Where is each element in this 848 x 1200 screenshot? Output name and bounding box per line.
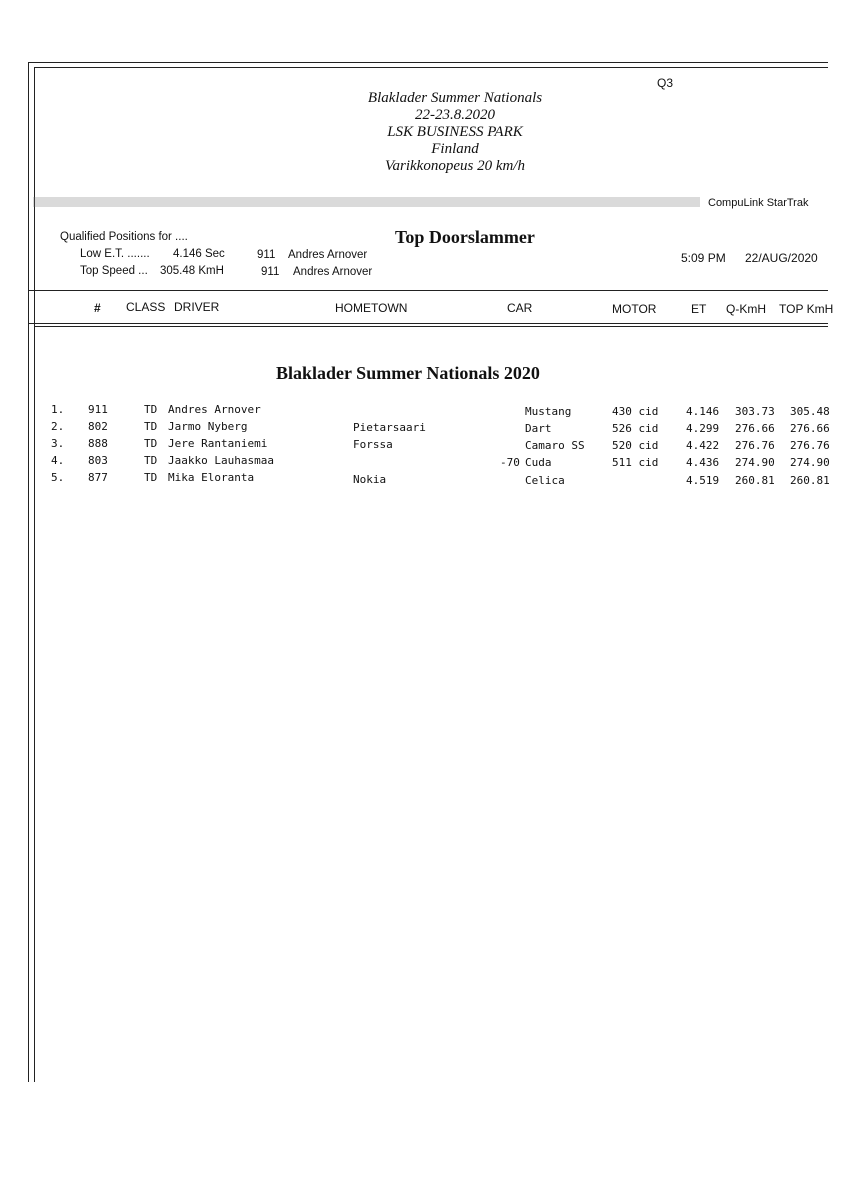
col-header-car: CAR <box>507 301 533 315</box>
low-et-driver: Andres Arnover <box>288 249 368 261</box>
col-header-motor: MOTOR <box>612 302 657 316</box>
row-et: 4.436 <box>686 456 720 469</box>
col-header-et: ET <box>691 302 707 316</box>
row-car: Mustang <box>525 405 572 418</box>
row-position: 5. <box>51 471 65 484</box>
row-motor: 526 cid <box>612 422 659 435</box>
row-position: 2. <box>51 420 65 433</box>
row-car: Cuda <box>525 456 552 469</box>
row-class: TD <box>144 454 158 467</box>
row-position: 1. <box>51 403 65 416</box>
row-number: 877 <box>88 471 108 484</box>
event-country: Finland <box>431 141 479 157</box>
row-car: Dart <box>525 422 552 435</box>
row-motor: 511 cid <box>612 456 659 469</box>
row-top-kmh: 276.76 <box>790 439 830 452</box>
session-label: Q3 <box>657 76 674 90</box>
top-speed-driver: Andres Arnover <box>293 266 373 278</box>
row-hometown: -70 <box>500 456 520 469</box>
col-header-number: # <box>94 301 101 315</box>
row-driver: Mika Eloranta <box>168 471 255 484</box>
event-name: Blaklader Summer Nationals <box>367 90 543 106</box>
row-hometown: Nokia <box>353 473 387 486</box>
row-position: 4. <box>51 454 65 467</box>
row-q-kmh: 274.90 <box>735 456 775 469</box>
header-divider <box>28 290 828 291</box>
col-header-topkmh: TOP KmH <box>779 302 834 316</box>
row-driver: Jere Rantaniemi <box>168 437 268 450</box>
row-top-kmh: 260.81 <box>790 474 830 487</box>
row-top-kmh: 274.90 <box>790 456 830 469</box>
row-driver: Jarmo Nyberg <box>168 420 248 433</box>
low-et-label: Low E.T. ....... <box>80 248 150 260</box>
event-venue: LSK BUSINESS PARK <box>387 124 523 140</box>
system-label: CompuLink StarTrak <box>708 197 809 209</box>
col-header-qkmh: Q-KmH <box>726 302 766 316</box>
row-number: 888 <box>88 437 108 450</box>
row-number: 803 <box>88 454 108 467</box>
row-car: Camaro SS <box>525 439 585 452</box>
columns-divider-2 <box>34 326 828 327</box>
row-class: TD <box>144 420 158 433</box>
row-et: 4.146 <box>686 405 720 418</box>
col-header-driver: DRIVER <box>174 300 220 314</box>
top-border-line-2 <box>34 67 828 68</box>
row-top-kmh: 305.48 <box>790 405 830 418</box>
qualified-label: Qualified Positions for .... <box>60 231 188 243</box>
row-class: TD <box>144 437 158 450</box>
row-class: TD <box>144 403 158 416</box>
report-date: 22/AUG/2020 <box>745 251 818 265</box>
row-q-kmh: 260.81 <box>735 474 775 487</box>
row-number: 802 <box>88 420 108 433</box>
dotted-band <box>33 197 700 207</box>
report-time: 5:09 PM <box>681 251 726 265</box>
top-border-line <box>28 62 828 63</box>
top-speed-number: 911 <box>261 266 280 278</box>
row-et: 4.422 <box>686 439 720 452</box>
left-border-line-2 <box>34 67 35 1082</box>
row-et: 4.299 <box>686 422 720 435</box>
low-et-value: 4.146 Sec <box>173 248 225 260</box>
row-q-kmh: 276.66 <box>735 422 775 435</box>
row-driver: Jaakko Lauhasmaa <box>168 454 274 467</box>
row-et: 4.519 <box>686 474 720 487</box>
col-header-hometown: HOMETOWN <box>335 301 408 315</box>
row-class: TD <box>144 471 158 484</box>
row-hometown: Pietarsaari <box>353 421 426 434</box>
row-number: 911 <box>88 403 108 416</box>
row-q-kmh: 276.76 <box>735 439 775 452</box>
class-title: Top Doorslammer <box>395 227 535 247</box>
row-driver: Andres Arnover <box>168 403 261 416</box>
event-dates: 22-23.8.2020 <box>415 107 495 123</box>
top-speed-value: 305.48 KmH <box>160 265 224 277</box>
low-et-number: 911 <box>257 249 276 261</box>
section-title: Blaklader Summer Nationals 2020 <box>276 363 540 383</box>
top-speed-label: Top Speed ... <box>80 265 148 277</box>
event-pit-speed: Varikkonopeus 20 km/h <box>385 158 525 174</box>
row-q-kmh: 303.73 <box>735 405 775 418</box>
row-motor: 430 cid <box>612 405 659 418</box>
row-hometown: Forssa <box>353 438 393 451</box>
columns-divider <box>28 323 828 324</box>
row-top-kmh: 276.66 <box>790 422 830 435</box>
col-header-class: CLASS <box>126 300 166 314</box>
row-position: 3. <box>51 437 65 450</box>
left-border-line <box>28 62 29 1082</box>
row-car: Celica <box>525 474 565 487</box>
row-motor: 520 cid <box>612 439 659 452</box>
